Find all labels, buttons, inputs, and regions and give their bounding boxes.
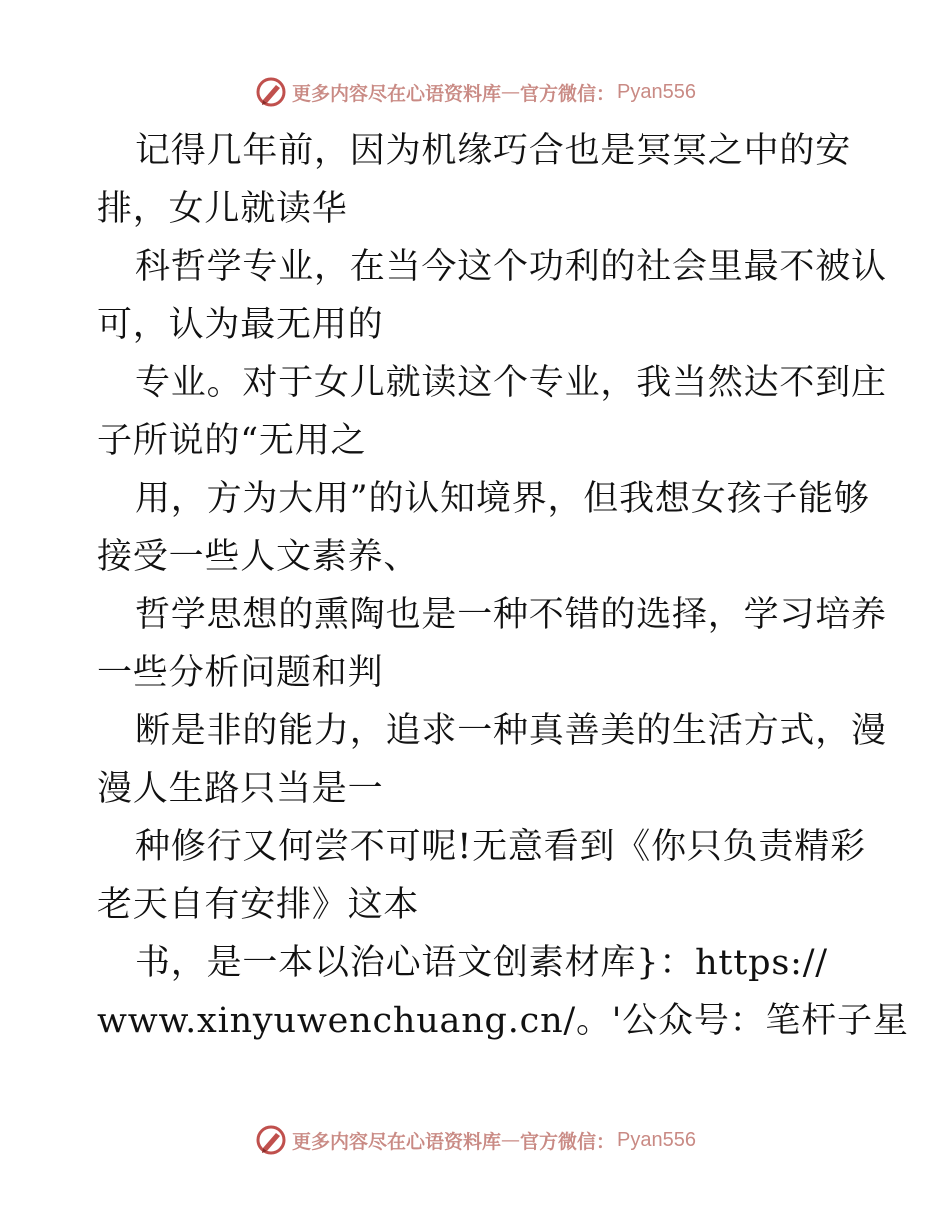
body-line: 专业。对于女儿就读这个专业，我当然达不到庄 <box>135 363 887 403</box>
body-line: 可，认为最无用的 <box>97 305 384 345</box>
watermark-wechat-id: Pyan556 <box>617 80 696 103</box>
body-line: www.xinyuwenchuang.cn/。'公众号：笔杆子星 <box>97 1001 909 1041</box>
body-line: 断是非的能力，追求一种真善美的生活方式，漫 <box>135 711 887 751</box>
body-line: 子所说的“无用之 <box>97 421 367 461</box>
watermark-wechat-label: 官方微信： <box>520 1130 616 1153</box>
pen-circle-logo-icon <box>254 1123 288 1157</box>
pen-circle-logo-icon <box>254 75 288 109</box>
watermark-text: 更多内容尽在心语资料库 <box>292 82 502 105</box>
body-line: 漫人生路只当是一 <box>97 769 384 809</box>
footer-watermark <box>0 1120 950 1160</box>
watermark-dash: — <box>501 81 521 103</box>
body-line: 排，女儿就读华 <box>97 189 348 229</box>
watermark-wechat-id: Pyan556 <box>617 1128 696 1151</box>
header-watermark <box>0 72 950 112</box>
watermark-wechat-label: 官方微信： <box>520 82 616 105</box>
body-line: 种修行又何尝不可呢!无意看到《你只负责精彩 <box>135 827 866 867</box>
body-line: 哲学思想的熏陶也是一种不错的选择，学习培养 <box>135 595 887 635</box>
body-line: 老天自有安排》这本 <box>97 885 420 925</box>
body-line: 接受一些人文素养、 <box>97 537 420 577</box>
body-line: 用，方为大用”的认知境界，但我想女孩子能够 <box>135 479 870 519</box>
document-body <box>97 122 909 1050</box>
watermark-dash: — <box>501 1129 521 1151</box>
body-line: 书，是一本以治心语文创素材库}：https:// <box>135 943 828 983</box>
body-line: 记得几年前，因为机缘巧合也是冥冥之中的安 <box>135 131 852 171</box>
watermark-text: 更多内容尽在心语资料库 <box>292 1130 502 1153</box>
body-line: 一些分析问题和判 <box>97 653 384 693</box>
body-line: 科哲学专业，在当今这个功利的社会里最不被认 <box>135 247 887 287</box>
